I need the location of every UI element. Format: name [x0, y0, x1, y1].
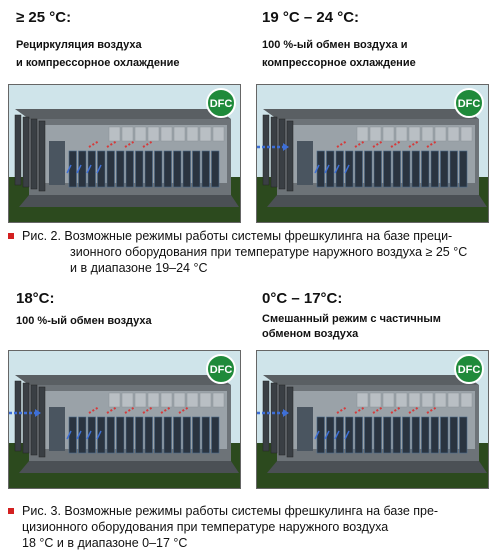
- fig2-caption: [8, 228, 494, 276]
- fig2-caption-line2: зионного оборудования при температуре наружного воздуха ≥ 25 °C: [70, 245, 468, 259]
- fig2-mode2-desc: [262, 36, 492, 72]
- fig3-mode1-title: 18°C:: [16, 290, 55, 307]
- fig3-mode1-desc: [16, 312, 246, 330]
- fig3-caption-line2: цизионного оборудования при температуре наружного воздуха: [22, 520, 389, 534]
- fig3-mode2-title: 0°C – 17°C:: [262, 290, 343, 307]
- fig2-panel-full-exchange: [256, 84, 489, 223]
- fig2-mode1-title: ≥ 25 °C:: [16, 9, 72, 26]
- fig3-panel-mixed: [256, 350, 489, 489]
- fig2-mode2-desc-line1: 100 %-ый обмен воздуха и: [262, 39, 408, 51]
- datacenter-illustration: [9, 85, 240, 222]
- fig3-mode2-desc: [262, 312, 492, 342]
- fig3-mode2-desc-line2: обменом воздуха: [262, 328, 359, 340]
- fig3-caption-line1: Рис. 3. Возможные режимы работы системы фрешкулинга на базе пре-: [22, 504, 439, 518]
- fig2-caption-line1: Рис. 2. Возможные режимы работы системы фрешкулинга на базе преци-: [22, 229, 453, 243]
- fig3-mode2-desc-line1: Смешанный режим с частичным: [262, 313, 441, 325]
- fig3-caption: [8, 503, 494, 551]
- dfc-logo-icon: DFC: [457, 98, 481, 110]
- fig3-panel-full-exchange: [8, 350, 241, 489]
- fig3-mode1-desc-line1: 100 %-ый обмен воздуха: [16, 315, 152, 327]
- datacenter-illustration: [257, 351, 488, 488]
- fig2-mode2-title: 19 °C – 24 °C:: [262, 9, 360, 26]
- datacenter-illustration: [257, 85, 488, 222]
- dfc-logo-icon: DFC: [209, 364, 233, 376]
- dfc-logo-icon: DFC: [457, 364, 481, 376]
- datacenter-illustration: [9, 351, 240, 488]
- fig3-caption-line3: 18 °C и в диапазоне 0–17 °C: [22, 536, 188, 550]
- fig2-panel-recirculation: [8, 84, 241, 223]
- fig2-mode2-desc-line2: компрессорное охлаждение: [262, 57, 416, 69]
- fig2-mode1-desc-line2: и компрессорное охлаждение: [16, 57, 180, 69]
- dfc-logo-icon: DFC: [209, 98, 233, 110]
- fig2-caption-line3: и в диапазоне 19–24 °C: [70, 261, 208, 275]
- fig2-mode1-desc-line1: Рециркуляция воздуха: [16, 39, 142, 51]
- fig2-mode1-desc: [16, 36, 246, 72]
